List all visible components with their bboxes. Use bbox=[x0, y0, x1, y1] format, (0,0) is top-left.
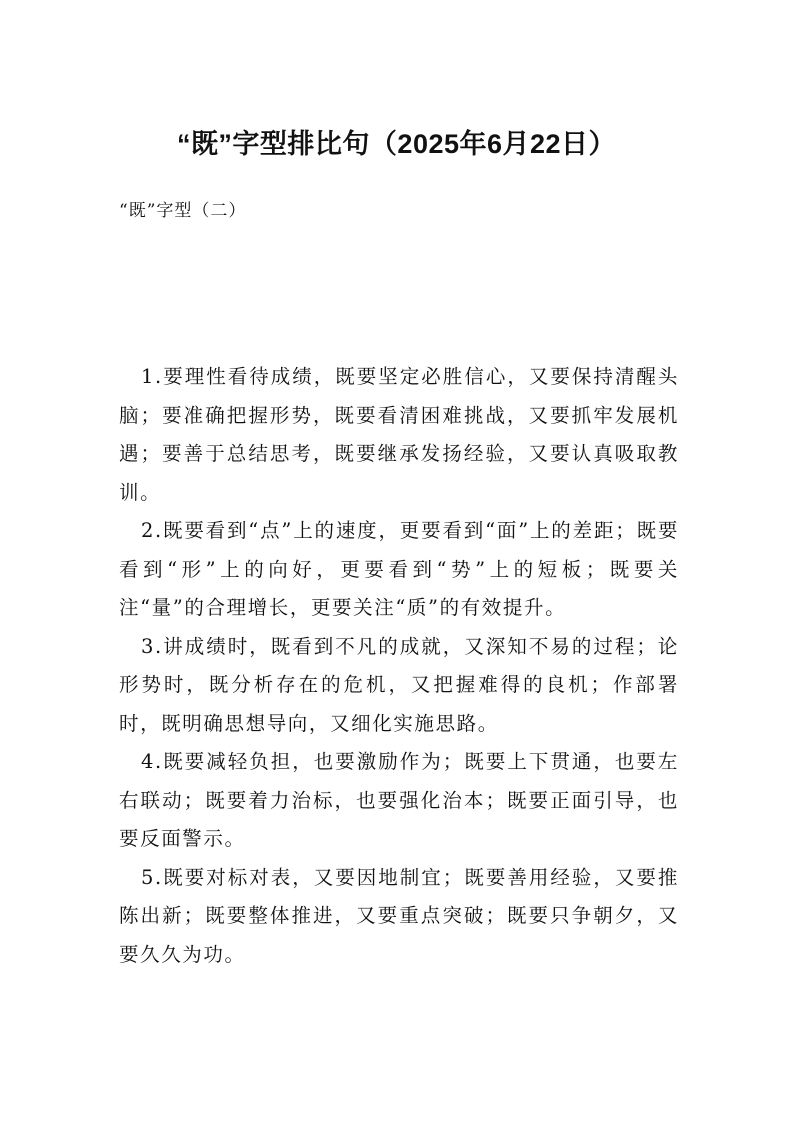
paragraph-4: 4.既要减轻负担，也要激励作为；既要上下贯通，也要左右联动；既要着力治标，也要强化治本；既要正面引导，也要反面警示。 bbox=[119, 750, 679, 850]
document-subtitle: “既”字型（二） bbox=[119, 201, 247, 221]
paragraph-2: 2.既要看到“点”上的速度，更要看到“面”上的差距；既要看到“形”上的向好，更要看到“势”上的短板；既要关注“量”的合理增长，更要关注“质”的有效提升。 bbox=[119, 519, 679, 619]
document-body bbox=[119, 358, 679, 974]
paragraph-5: 5.既要对标对表，又要因地制宜；既要善用经验，又要推陈出新；既要整体推进，又要重点突破；既要只争朝夕，又要久久为功。 bbox=[119, 865, 679, 966]
paragraph-1: 1.要理性看待成绩，既要坚定必胜信心，又要保持清醒头脑；要准确把握形势，既要看清困难挑战，又要抓牢发展机遇；要善于总结思考，既要继承发扬经验，又要认真吸取教训。 bbox=[119, 365, 679, 504]
paragraph-3: 3.讲成绩时，既看到不凡的成就，又深知不易的过程；论形势时，既分析存在的危机，又把握难得的良机；作部署时，既明确思想导向，又细化实施思路。 bbox=[119, 634, 679, 735]
document-title: “既”字型排比句（2025年6月22日） bbox=[176, 129, 617, 159]
